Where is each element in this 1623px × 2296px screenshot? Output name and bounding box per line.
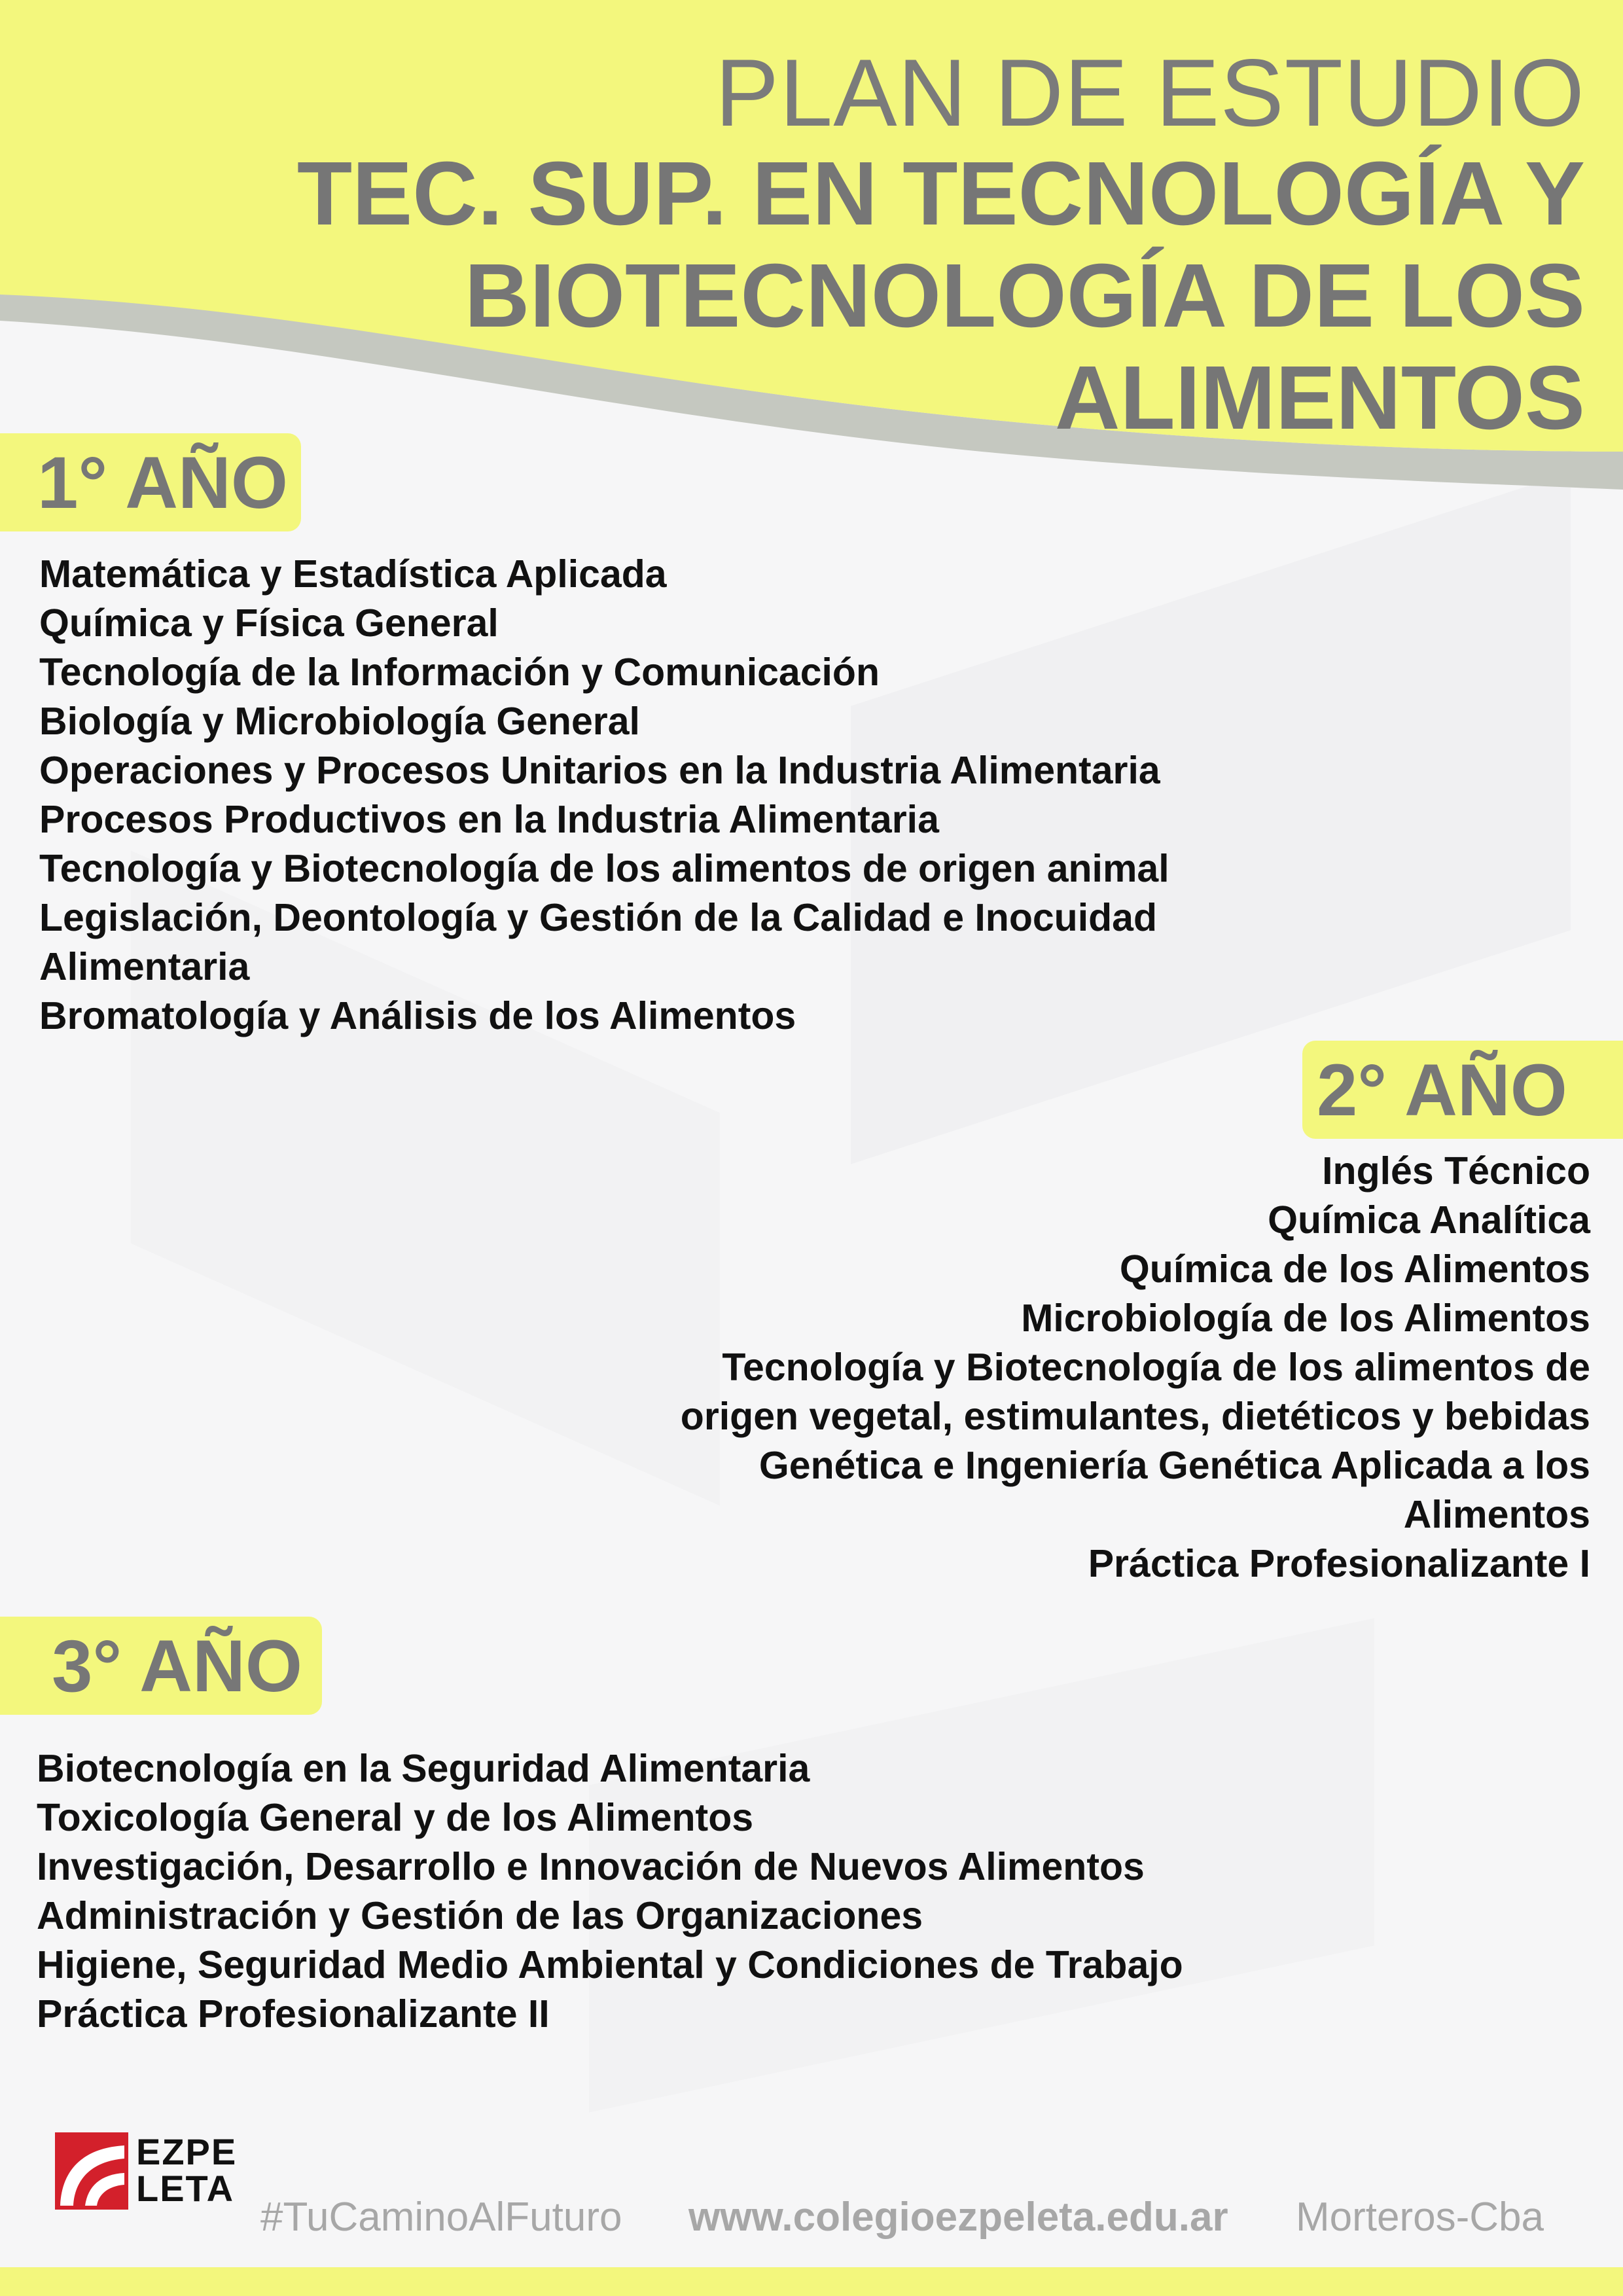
subject-item: Genética e Ingeniería Genética Aplicada a los bbox=[758, 1444, 1590, 1487]
subject-item: Alimentos bbox=[1403, 1493, 1590, 1536]
subject-item: Higiene, Seguridad Medio Ambiental y Condiciones de Trabajo bbox=[37, 1943, 1183, 1986]
subject-item: Biotecnología en la Seguridad Alimentaria bbox=[37, 1747, 810, 1790]
subject-item: Biología y Microbiología General bbox=[39, 700, 640, 743]
page-title: PLAN DE ESTUDIO bbox=[715, 39, 1585, 146]
subject-item: Alimentaria bbox=[39, 945, 250, 988]
subject-item: Legislación, Deontología y Gestión de la Calidad e Inocuidad bbox=[39, 896, 1158, 939]
year-1-subject-list bbox=[39, 550, 1169, 1041]
year-3-subject-list bbox=[37, 1744, 1183, 2039]
subject-item: Investigación, Desarrollo e Innovación de Nuevos Alimentos bbox=[37, 1845, 1145, 1888]
subject-item: Química Analítica bbox=[1268, 1198, 1590, 1242]
subject-item: Procesos Productivos en la Industria Alimentaria bbox=[39, 798, 939, 841]
subject-item: Operaciones y Procesos Unitarios en la Industria Alimentaria bbox=[39, 749, 1160, 792]
subject-item: Microbiología de los Alimentos bbox=[1021, 1297, 1590, 1340]
year-3-badge: 3° AÑO bbox=[0, 1617, 322, 1715]
subject-item: Tecnología y Biotecnología de los alimentos de bbox=[722, 1346, 1590, 1389]
subject-item: Matemática y Estadística Aplicada bbox=[39, 552, 667, 596]
year-1-badge: 1° AÑO bbox=[0, 433, 301, 531]
footer-accent-bar bbox=[0, 2267, 1623, 2296]
logo-mark-icon bbox=[55, 2132, 128, 2210]
logo-wordmark: EZPE LETA bbox=[136, 2131, 238, 2209]
subject-item: Química y Física General bbox=[39, 601, 499, 645]
subject-item: Tecnología y Biotecnología de los alimentos de origen animal bbox=[39, 847, 1169, 890]
subject-item: Bromatología y Análisis de los Alimentos bbox=[39, 994, 796, 1037]
footer-website-link[interactable]: www.colegioezpeleta.edu.ar bbox=[688, 2195, 1228, 2240]
subject-item: Administración y Gestión de las Organizaciones bbox=[37, 1894, 923, 1937]
subject-item: Toxicología General y de los Alimentos bbox=[37, 1796, 754, 1839]
subject-item: Práctica Profesionalizante I bbox=[1088, 1542, 1590, 1585]
program-name: TEC. SUP. EN TECNOLOGÍA Y BIOTECNOLOGÍA DE LOS ALIMENTOS bbox=[296, 143, 1585, 448]
school-logo bbox=[55, 2131, 238, 2210]
subject-item: Tecnología de la Información y Comunicación bbox=[39, 651, 880, 694]
subject-item: Inglés Técnico bbox=[1322, 1149, 1590, 1193]
year-2-badge: 2° AÑO bbox=[1302, 1041, 1623, 1139]
subject-item: Química de los Alimentos bbox=[1119, 1247, 1590, 1291]
year-2-subject-list bbox=[478, 1147, 1590, 1588]
subject-item: Práctica Profesionalizante II bbox=[37, 1992, 550, 2036]
footer-location: Morteros-Cba bbox=[1296, 2195, 1544, 2240]
footer-hashtag: #TuCaminoAlFuturo bbox=[260, 2195, 622, 2240]
subject-item: origen vegetal, estimulantes, dietéticos y bebidas bbox=[680, 1395, 1590, 1438]
